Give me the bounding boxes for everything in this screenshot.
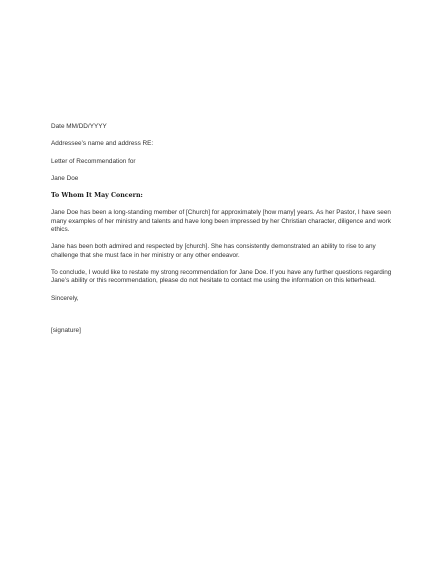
subject-line: Letter of Recommendation for bbox=[51, 157, 136, 165]
date-line: Date MM/DD/YYYY bbox=[51, 123, 107, 130]
paragraph-admiration: Jane has been both admired and respected by [church]. She has consistently demonstrated an ability to rise to any challenge that she must face in her ministry or any other endeavor. bbox=[51, 243, 376, 259]
letter-body bbox=[51, 123, 393, 335]
signature-placeholder: [signature] bbox=[51, 326, 81, 334]
paragraph-conclusion: To conclude, I would like to restate my strong recommendation for Jane Doe. If you have any further questions regarding Jane’s ability or this recommendation, please do not hesitate to contact me using the information on this letterhead. bbox=[51, 268, 392, 285]
salutation: To Whom It May Concern: bbox=[51, 192, 143, 200]
candidate-name: Jane Doe bbox=[51, 174, 79, 182]
addressee-line: Addressee’s name and address RE: bbox=[51, 140, 154, 148]
paragraph-intro: Jane Doe has been a long-standing member of [Church] for approximately [how many] years. As her Pastor, I have seen many examples of her ministry and talents and have long been impressed by her Christian character, diligence and work ethics. bbox=[51, 209, 391, 234]
closing-line: Sincerely, bbox=[51, 294, 79, 302]
